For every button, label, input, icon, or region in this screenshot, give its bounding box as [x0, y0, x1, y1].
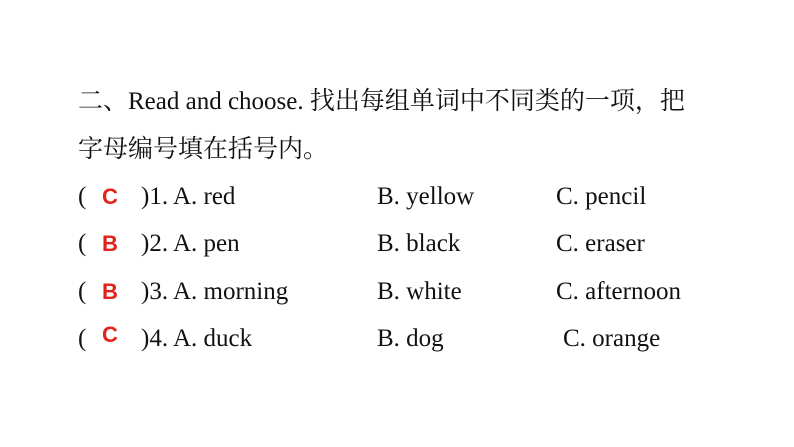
- option-c: C. eraser: [556, 230, 645, 257]
- answer-letter: B: [102, 279, 118, 304]
- option-b: B. black: [377, 230, 461, 257]
- question-row-4: [78, 322, 778, 356]
- answer-bracket: (: [78, 325, 87, 352]
- answer-letter: C: [102, 322, 118, 347]
- question-stem: )3. A. morning: [141, 278, 289, 305]
- instruction-line-1: 二、Read and choose. 找出每组单词中不同类的一项，把: [78, 88, 685, 115]
- question-stem: )2. A. pen: [141, 230, 240, 257]
- option-c: C. pencil: [556, 183, 647, 210]
- option-b: B. yellow: [377, 183, 475, 210]
- answer-letter: C: [102, 184, 118, 209]
- option-b: B. dog: [377, 325, 444, 352]
- option-b: B. white: [377, 278, 462, 305]
- answer-letter: B: [102, 231, 118, 256]
- question-stem: )1. A. red: [141, 183, 236, 210]
- question-row-1: [78, 180, 778, 214]
- option-c: C. orange: [563, 325, 661, 352]
- question-row-3: [78, 275, 778, 309]
- answer-bracket: (: [78, 230, 87, 257]
- question-stem: )4. A. duck: [141, 325, 253, 352]
- option-c: C. afternoon: [556, 278, 681, 305]
- answer-bracket: (: [78, 183, 87, 210]
- answer-bracket: (: [78, 278, 87, 305]
- question-row-2: [78, 227, 778, 261]
- instruction-line-2: 字母编号填在括号内。: [78, 136, 329, 163]
